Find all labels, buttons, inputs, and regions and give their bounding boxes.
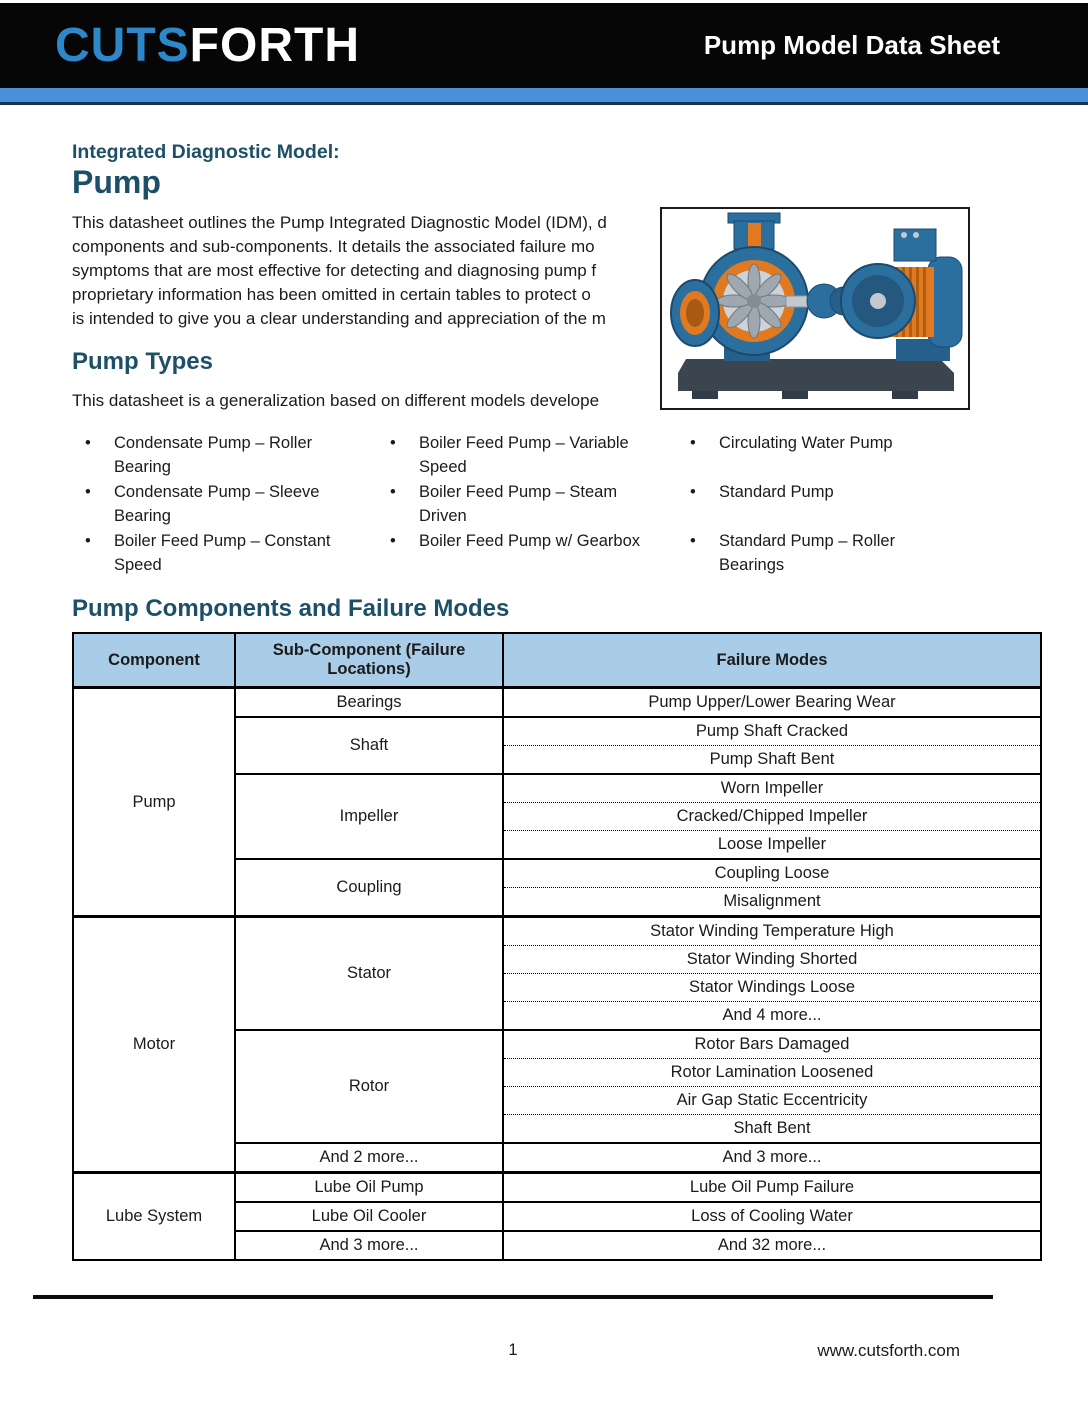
page-title-pump: Pump <box>72 164 161 200</box>
pump-types-list <box>72 431 1040 578</box>
pump-cutaway-illustration <box>662 209 968 408</box>
table-header-row <box>73 633 1041 688</box>
list-item-label: • Boiler Feed Pump – Variable Speed <box>419 433 629 476</box>
logo-cuts-text: CUTS <box>55 18 190 72</box>
failure-mode-cell: Stator Winding Temperature High <box>503 917 1041 946</box>
section-heading-components: Pump Components and Failure Modes <box>72 594 510 622</box>
component-cell: Pump <box>73 688 235 917</box>
list-item <box>85 529 354 578</box>
failure-mode-cell: Shaft Bent <box>503 1115 1041 1144</box>
page-number: 1 <box>508 1341 518 1359</box>
component-cell: Lube System <box>73 1173 235 1261</box>
intro-paragraph-line: is intended to give you a clear understanding and appreciation of the m <box>72 309 606 329</box>
pump-types-column-1 <box>85 431 354 578</box>
header-accent-bar <box>0 88 1088 105</box>
pump-types-column-3 <box>690 431 959 578</box>
subcomponent-cell: Lube Oil Cooler <box>235 1202 503 1231</box>
subcomponent-cell: Bearings <box>235 688 503 718</box>
failure-mode-cell: Pump Upper/Lower Bearing Wear <box>503 688 1041 718</box>
header-bar <box>0 3 1088 88</box>
footer-rule <box>33 1295 993 1299</box>
failure-mode-cell: Stator Winding Shorted <box>503 946 1041 974</box>
failure-mode-cell: Rotor Lamination Loosened <box>503 1059 1041 1087</box>
subcomponent-cell: And 2 more... <box>235 1143 503 1173</box>
subcomponent-cell: Stator <box>235 917 503 1031</box>
failure-mode-cell: And 32 more... <box>503 1231 1041 1260</box>
website-url: www.cutsforth.com <box>817 1341 960 1360</box>
list-item <box>390 431 659 480</box>
subcomponent-cell: Rotor <box>235 1030 503 1143</box>
eyebrow-heading: Integrated Diagnostic Model: <box>72 141 340 163</box>
failure-mode-cell: Rotor Bars Damaged <box>503 1030 1041 1059</box>
logo-forth-text: FORTH <box>189 18 360 72</box>
list-item-label: • Standard Pump – Roller Bearings <box>719 531 896 574</box>
list-item-label: • Condensate Pump – Roller Bearing <box>114 433 313 476</box>
list-item-label: • Boiler Feed Pump w/ Gearbox <box>419 531 641 550</box>
column-header-subcomponent: Sub-Component (Failure Locations) <box>235 633 503 688</box>
pump-types-intro-line: This datasheet is a generalization based on different models develope <box>72 390 600 410</box>
failure-mode-cell: And 3 more... <box>503 1143 1041 1173</box>
intro-paragraph-line: symptoms that are most effective for detecting and diagnosing pump f <box>72 261 597 281</box>
cutsforth-logo <box>55 18 360 72</box>
failure-mode-cell: Cracked/Chipped Impeller <box>503 803 1041 831</box>
component-cell: Motor <box>73 917 235 1173</box>
list-item <box>85 431 354 480</box>
failure-mode-cell: Pump Shaft Bent <box>503 746 1041 775</box>
subcomponent-cell: Shaft <box>235 717 503 774</box>
failure-mode-cell: Loss of Cooling Water <box>503 1202 1041 1231</box>
intro-paragraph-line: This datasheet outlines the Pump Integrated Diagnostic Model (IDM), d <box>72 213 607 233</box>
table-row <box>73 688 1041 718</box>
column-header-component: Component <box>73 633 235 688</box>
subcomponent-cell: And 3 more... <box>235 1231 503 1260</box>
failure-mode-cell: Loose Impeller <box>503 831 1041 860</box>
list-item-label: • Boiler Feed Pump – Constant Speed <box>114 531 331 574</box>
failure-mode-cell: Air Gap Static Eccentricity <box>503 1087 1041 1115</box>
section-heading-pump-types: Pump Types <box>72 348 213 376</box>
list-item <box>390 480 659 529</box>
list-item-label: • Circulating Water Pump <box>719 433 893 452</box>
list-item-label: • Boiler Feed Pump – Steam Driven <box>419 482 618 525</box>
list-item <box>690 480 959 529</box>
subcomponent-cell: Lube Oil Pump <box>235 1173 503 1203</box>
table-row <box>73 1173 1041 1203</box>
document-title: Pump Model Data Sheet <box>703 30 1000 60</box>
list-item <box>390 529 659 578</box>
pump-cutaway-figure <box>660 207 970 410</box>
failure-mode-cell: Stator Windings Loose <box>503 974 1041 1002</box>
table-row <box>73 917 1041 946</box>
list-item <box>690 529 959 578</box>
list-item-label: • Condensate Pump – Sleeve Bearing <box>114 482 320 525</box>
pump-types-column-2 <box>390 431 659 578</box>
subcomponent-cell: Impeller <box>235 774 503 859</box>
failure-mode-cell: Worn Impeller <box>503 774 1041 803</box>
failure-mode-cell: And 4 more... <box>503 1002 1041 1031</box>
subcomponent-cell: Coupling <box>235 859 503 917</box>
intro-paragraph-line: components and sub-components. It details the associated failure mo <box>72 237 595 257</box>
list-item <box>690 431 959 480</box>
failure-mode-cell: Pump Shaft Cracked <box>503 717 1041 746</box>
failure-mode-cell: Lube Oil Pump Failure <box>503 1173 1041 1203</box>
failure-mode-cell: Coupling Loose <box>503 859 1041 888</box>
failure-mode-cell: Misalignment <box>503 888 1041 917</box>
list-item <box>85 480 354 529</box>
components-failure-modes-table <box>72 632 1042 1261</box>
list-item-label: • Standard Pump <box>719 482 834 501</box>
intro-paragraph-line: proprietary information has been omitted in certain tables to protect o <box>72 285 591 305</box>
column-header-failure-modes: Failure Modes <box>503 633 1041 688</box>
